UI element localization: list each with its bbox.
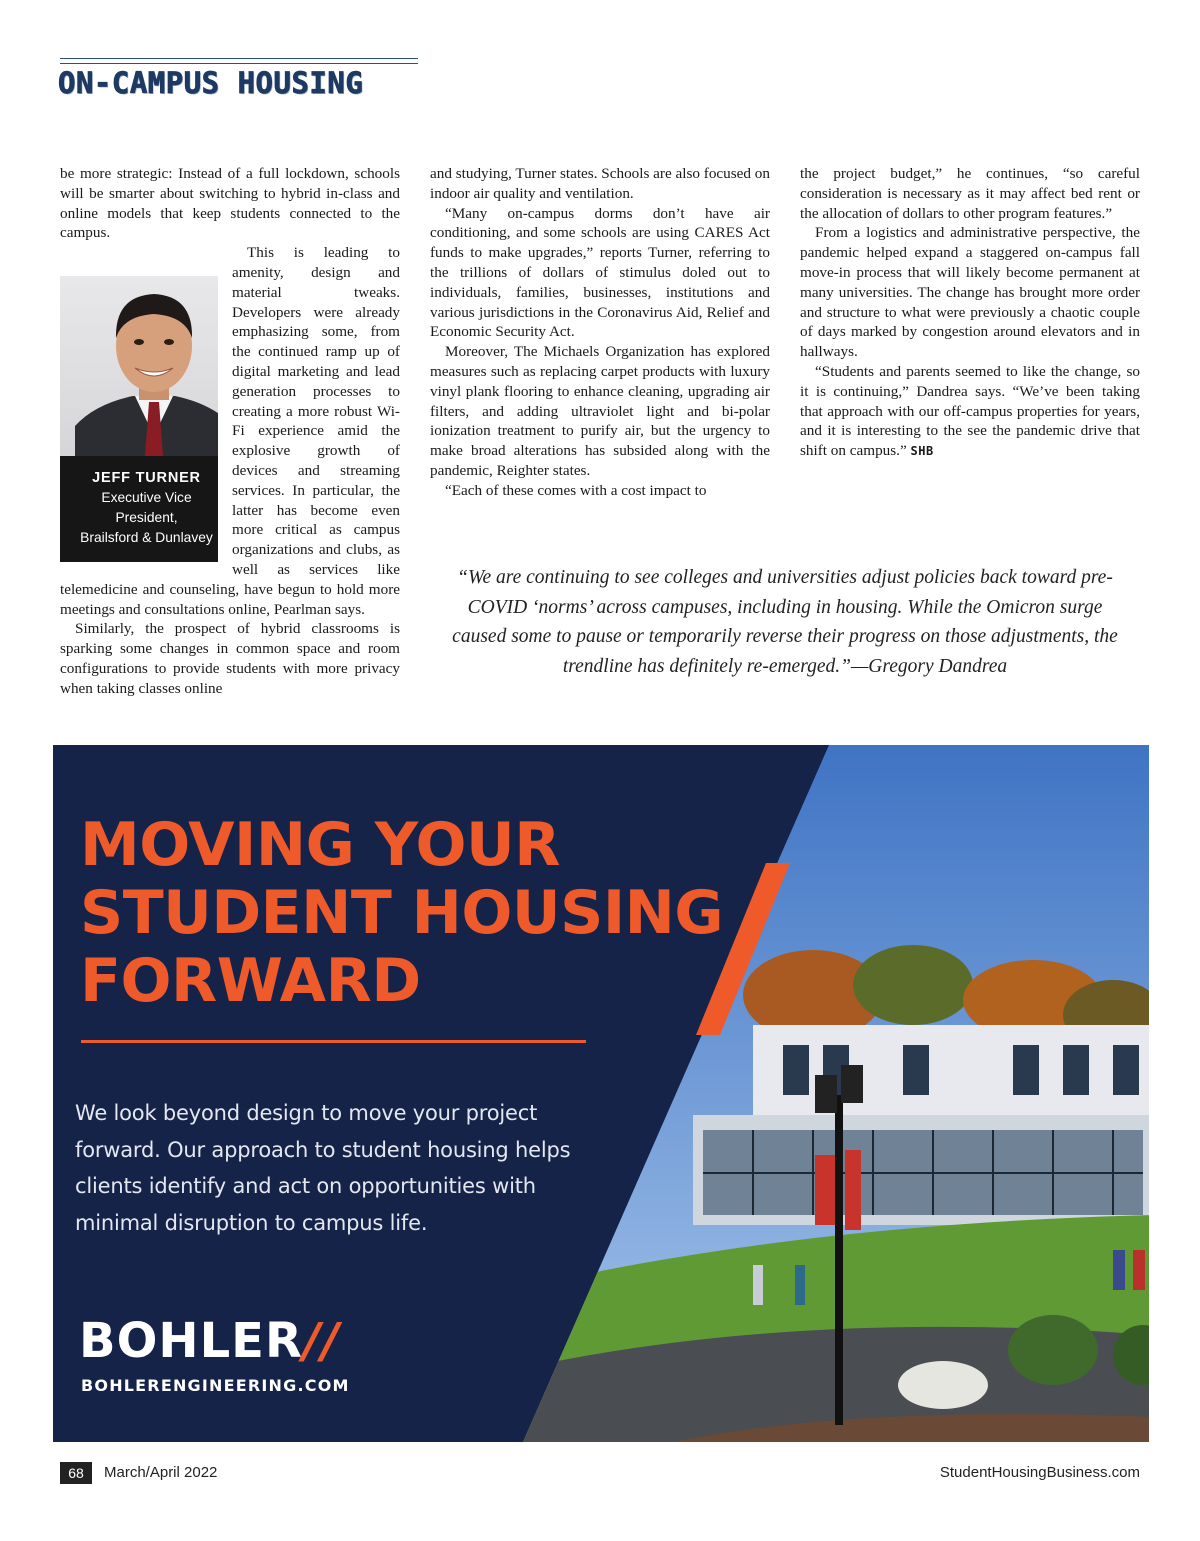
paragraph: Similarly, the prospect of hybrid classrooms is sparking some changes in common space and room configurations to provide students with more privacy when taking classes online: [60, 620, 400, 697]
paragraph: Moreover, The Michaels Organization has explored measures such as replacing carpet products with luxury vinyl plank flooring to enhance cleaning, upgrading air filters, and adding ultraviolet light and bi-polar ionization treatment to purify air, but the urgency to make broad alterations has subsided along with the pandemic, Reighter states.: [430, 343, 770, 479]
ad-headline: [80, 811, 723, 1015]
caption-title: Brailsford & Dunlavey: [80, 530, 213, 546]
paragraph: [60, 243, 400, 619]
paragraph-text: “Students and parents seemed to like the change, so it is continuing,” Dandrea says. “We’ve been taking that approach with our off-campus properties for years, and it is interesting to the see the pandemic drive that shift on campus.”: [800, 362, 1140, 460]
headshot-photo: [60, 276, 218, 456]
photo-caption: [60, 456, 218, 562]
caption-title: President,: [115, 510, 178, 526]
ad-headline-line: FORWARD: [80, 946, 421, 1016]
paragraph: “Each of these comes with a cost impact to: [445, 481, 707, 499]
logo-slash-mark: //: [302, 1313, 340, 1369]
paragraph: From a logistics and administrative perspective, the pandemic helped expand a staggered on-campus fall move-in process that will likely become permanent at many universities. The change has brought more order and structure to what were previously a chaotic couple of days marked by congestion around elevators and in hallways.: [800, 224, 1140, 361]
ad-divider: [81, 1040, 586, 1043]
article-column-3: [800, 164, 1140, 462]
signoff-mark: SHB: [910, 444, 934, 459]
paragraph: be more strategic: Instead of a full lockdown, schools will be smarter about switching to hybrid in-class and online models that keep students connected to the campus.: [60, 165, 400, 242]
ad-headline-line: MOVING YOUR: [80, 810, 560, 880]
logo-wordmark: BOHLER: [79, 1313, 303, 1369]
section-rule: [60, 58, 418, 64]
paragraph-text-wrapped: [60, 244, 400, 617]
bohler-advertisement[interactable]: [53, 745, 1149, 1442]
caption-name: JEFF TURNER: [92, 470, 201, 487]
bohler-logo: [79, 1313, 340, 1369]
ad-body-text: We look beyond design to move your project forward. Our approach to student housing helps clients identify and act on opportunities with minimal disruption to campus life.: [75, 1101, 571, 1235]
paragraph: the project budget,” he continues, “so careful consideration is necessary as it may affect bed rent or the allocation of dollars to other program features.”: [800, 165, 1140, 222]
paragraph: and studying, Turner states. Schools are also focused on indoor air quality and ventilation.: [430, 165, 770, 202]
page-number: 68: [60, 1462, 92, 1484]
paragraph: [800, 362, 1140, 462]
ad-url-link[interactable]: BOHLERENGINEERING.COM: [81, 1376, 350, 1395]
article-column-1: [60, 164, 400, 699]
section-title: ON-CAMPUS HOUSING: [58, 66, 364, 100]
pull-quote: “We are continuing to see colleges and universities adjust policies back toward pre-COVID ‘norms’ across campuses, including in housing. While the Omicron surge caused some to pause or temporarily reverse their progress on those adjustments, the trendline has definitely re-emerged.”—Gregory Dandrea: [452, 567, 1118, 677]
paragraph: “Many on-campus dorms don’t have air conditioning, and some schools are using CARES Act funds to make upgrades,” reports Turner, referring to the trillions of dollars of stimulus doled out to individuals, families, businesses, institutions and various jurisdictions in the Coronavirus Aid, Relief and Economic Security Act.: [430, 204, 770, 341]
caption-title: Executive Vice: [101, 490, 192, 506]
ad-headline-line: STUDENT HOUSING: [80, 878, 724, 948]
issue-date: March/April 2022: [104, 1464, 218, 1481]
paragraph-body: This is leading to amenity, design and material tweaks. Developers were already emphasizing some, from the continued ramp up of digital marketing and lead generation processes to creating a more robust Wi-Fi experience amid the explosive growth of devices and streaming services. In particular, the latter has become even more critical as campus organizations and clubs, as well as services like telemedicine and counseling, have begun to hold more meetings and consultations online, Pearlman says.: [60, 244, 400, 618]
publication-site: StudentHousingBusiness.com: [939, 1464, 1140, 1481]
article-column-2: [430, 164, 770, 501]
headshot-figure: [60, 276, 218, 562]
